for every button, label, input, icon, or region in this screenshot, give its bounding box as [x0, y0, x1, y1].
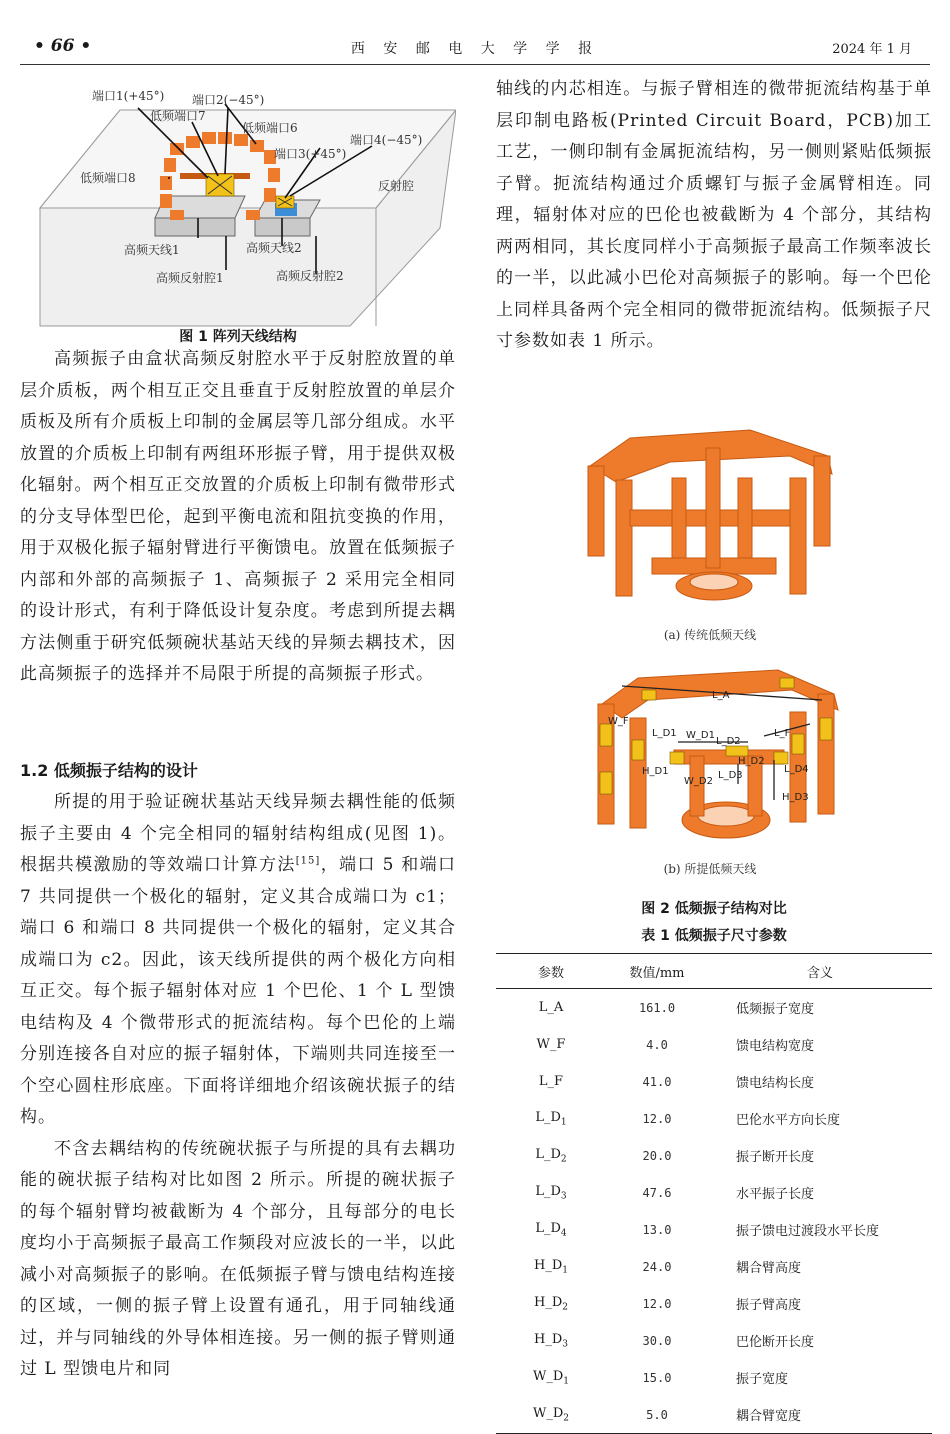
figure-2b-subcaption: (b) 所提低频天线 — [663, 862, 757, 876]
citation-ref[interactable]: [15] — [295, 855, 321, 867]
dim-WD2: W_D2 — [684, 776, 713, 787]
meaning-cell: 振子断开长度 — [736, 1150, 815, 1165]
label-reflector: 反射腔 — [378, 179, 415, 193]
label-lowport7: 低频端口7 — [150, 109, 206, 123]
value-cell: 24.0 — [642, 1259, 672, 1274]
param-cell — [496, 1100, 606, 1137]
dim-LF: L_F — [774, 728, 791, 739]
dim-LD3: L_D3 — [718, 770, 743, 781]
meaning-cell: 振子臂高度 — [736, 1298, 802, 1313]
param-subscript: 1 — [563, 1376, 570, 1387]
figure-2a-traditional-antenna — [560, 418, 860, 618]
figure-2b-illustration — [578, 660, 868, 856]
param-subscript: 2 — [562, 1302, 568, 1313]
figure-2a-illustration — [560, 418, 860, 618]
table-header-row — [496, 954, 932, 989]
meaning-cell: 耦合臂宽度 — [708, 1396, 932, 1434]
table-row — [496, 1137, 932, 1174]
param-subscript: 3 — [560, 1191, 567, 1202]
col-header-value: 数值/mm — [606, 954, 708, 989]
value-cell: 12.0 — [642, 1296, 672, 1311]
dim-HD2: H_D2 — [738, 756, 765, 767]
figure-2-caption: 图 2 低频振子结构对比 — [641, 901, 787, 917]
paragraph: 高频振子由盒状高频反射腔水平于反射腔放置的单层介质板，两个相互正交且垂直于反射腔放置的单层介质板及所有介质板上印制的金属层等几部分组成。水平放置的介质板上印制有两组环形振子臂，用于提供双极化辐射。两个相互正交放置的介质板上印制有微带形式的分支导体型巴伦，起到平衡电流和阻抗变换的作用，用于双极化振子辐射臂进行平衡馈电。放置在低频振子内部和外部的高频振子 1、高频振子 2 采用完全相同的设计形式，有利于降低设计复杂度。考虑到所提去耦方法侧重于研究低频碗状基站天线的异频去耦技术，因此高频振子的选择并不局限于所提的高频振子形式。 — [20, 349, 456, 684]
param-name: H_D — [534, 1294, 563, 1310]
param-subscript: 1 — [562, 1265, 568, 1276]
dim-LD1: L_D1 — [652, 728, 677, 739]
param-cell — [496, 1396, 606, 1434]
label-port3: 端口3(+45°) — [274, 147, 347, 161]
table-body — [496, 989, 932, 1434]
paragraph-continued: 轴线的内芯相连。与振子臂相连的微带扼流结构基于单层印制电路板(Printed Circuit Board，PCB)加工工艺，一侧印制有金属扼流结构，另一侧则紧贴低频振子臂。扼流结构通过介质螺钉与振子金属臂相连。同理，辐射体对应的巴伦也被截断为 4 个部分，其结构两两相同，其长度同样小于高频振子最高工作频率波长的一半，以此减小巴伦对高频振子的影响。每一个巴伦上同样具备两个完全相同的微带扼流结构。低频振子尺寸参数如表 1 所示。 — [496, 79, 932, 351]
label-port4: 端口4(−45°) — [350, 133, 423, 147]
table-row — [496, 989, 932, 1027]
param-cell — [496, 989, 606, 1027]
label-hf-antenna-1: 高频天线1 — [124, 243, 180, 257]
dim-LD2: L_D2 — [716, 736, 741, 747]
left-column-text-2 — [20, 787, 456, 1386]
table-row — [496, 1396, 932, 1434]
value-cell: 47.6 — [642, 1185, 672, 1200]
param-cell — [496, 1137, 606, 1174]
meaning-cell: 馈电结构长度 — [736, 1076, 815, 1091]
label-port1: 端口1(+45°) — [92, 89, 165, 103]
table-row — [496, 1100, 932, 1137]
label-hf-antenna-2: 高频天线2 — [246, 241, 302, 255]
param-name: L_D — [535, 1146, 561, 1162]
param-subscript: 2 — [563, 1413, 570, 1424]
figure-1-caption: 图 1 阵列天线结构 — [179, 329, 297, 345]
col-header-meaning: 含义 — [708, 954, 932, 989]
value-cell: 4.0 — [646, 1037, 668, 1052]
header-rule — [20, 64, 930, 65]
param-cell — [496, 1211, 606, 1248]
param-cell — [496, 1285, 606, 1322]
meaning-cell: 巴伦水平方向长度 — [736, 1113, 841, 1128]
param-name: H_D — [534, 1257, 563, 1273]
param-cell — [496, 1063, 606, 1100]
table-row — [496, 1174, 932, 1211]
param-name: H_D — [534, 1331, 563, 1347]
meaning-cell: 耦合臂高度 — [736, 1261, 802, 1276]
param-name: L_D — [535, 1109, 561, 1125]
dim-WF: W_F — [608, 716, 629, 727]
value-cell: 20.0 — [642, 1148, 672, 1163]
table-1-caption: 表 1 低频振子尺寸参数 — [641, 928, 787, 944]
table-row — [496, 1026, 932, 1063]
col-header-param: 参数 — [496, 954, 606, 989]
figure-2a-subcaption: (a) 传统低频天线 — [663, 628, 757, 642]
running-header — [20, 30, 930, 62]
table-row — [496, 1063, 932, 1100]
section-heading: 1.2 低频振子结构的设计 — [20, 761, 198, 780]
param-name: W_D — [532, 1405, 564, 1421]
para-text: 所提的用于验证碗状基站天线异频去耦性能的低频振子主要由 4 个完全相同的辐射结构组成(见图 1)。根据共模激励的等效端口计算方法 — [20, 792, 456, 875]
dim-LA: L_A — [712, 690, 730, 701]
param-name: L_D — [535, 1220, 561, 1236]
meaning-cell: 巴伦断开长度 — [736, 1335, 815, 1350]
dim-HD1: H_D1 — [642, 766, 669, 777]
para-text: ，端口 5 和端口 7 共同提供一个极化的辐射，定义其合成端口为 c1；端口 6 和端口 8 共同提供一个极化的辐射，定义其合成端口为 c2。因此，该天线所提供的两个极化方向相互正交。每个振子辐射体对应 1 个巴伦、1 个 L 型馈电结构及 4 个微带形式的扼流结构。每个巴伦的上端分别连接各自对应的振子辐射体，下端则共同连接至一个空心圆柱形底座。下面将详细地介绍该碗状振子的结构。 — [20, 855, 457, 1127]
param-cell — [496, 1359, 606, 1396]
table-1 — [496, 953, 932, 1434]
meaning-cell: 振子宽度 — [736, 1372, 789, 1387]
param-cell — [496, 1322, 606, 1359]
value-cell: 5.0 — [606, 1396, 708, 1434]
value-cell: 15.0 — [642, 1370, 672, 1385]
meaning-cell: 振子馈电过渡段水平长度 — [736, 1224, 880, 1239]
label-lowport8: 低频端口8 — [80, 171, 136, 185]
figure-2b-proposed-antenna — [578, 660, 868, 856]
param-subscript: 1 — [560, 1117, 567, 1128]
left-column-text-1 — [20, 344, 456, 691]
figure-1-array-antenna — [20, 78, 456, 328]
journal-name: 西 安 邮 电 大 学 学 报 — [350, 41, 600, 57]
meaning-cell: 馈电结构宽度 — [736, 1039, 815, 1054]
page-number: • 66 • — [34, 36, 92, 56]
param-subscript: 4 — [560, 1228, 567, 1239]
dim-WD1: W_D1 — [686, 730, 715, 741]
param-name: W_D — [532, 1368, 564, 1384]
paragraph-1-2-a — [20, 787, 456, 1134]
table-row — [496, 1322, 932, 1359]
label-lowport6: 低频端口6 — [242, 121, 298, 135]
table-row — [496, 1359, 932, 1396]
param-cell — [496, 1174, 606, 1211]
hf-cavity-1 — [155, 218, 235, 236]
label-hf-cavity-1: 高频反射腔1 — [156, 271, 224, 285]
param-name: L_A — [538, 1000, 564, 1015]
param-name: L_F — [538, 1074, 564, 1089]
value-cell: 12.0 — [642, 1111, 672, 1126]
param-subscript: 3 — [562, 1339, 568, 1350]
table-row — [496, 1211, 932, 1248]
param-name: L_D — [535, 1183, 561, 1199]
meaning-cell: 水平振子长度 — [736, 1187, 815, 1202]
right-column-text — [496, 74, 932, 358]
param-subscript: 2 — [560, 1154, 567, 1165]
dim-HD3: H_D3 — [782, 792, 809, 803]
meaning-cell: 低频振子宽度 — [736, 1002, 815, 1017]
value-cell: 161.0 — [638, 1000, 676, 1015]
paragraph-1-2-b: 不含去耦结构的传统碗状振子与所提的具有去耦功能的碗状振子结构对比如图 2 所示。所提的碗状振子的每个辐射臂均被截断为 4 个部分，且每部分的电长度均小于高频振子最高工作频段对应波长的一半，以此减小对高频振子的影响。在低频振子臂与馈电结构连接的区域，一侧的振子臂上设置有通孔，用于同轴线通过，并与同轴线的外导体相连接。另一侧的振子臂则通过 L 型馈电片和同 — [20, 1138, 456, 1379]
param-cell — [496, 1248, 606, 1285]
value-cell: 13.0 — [642, 1222, 672, 1237]
param-name: W_F — [536, 1037, 566, 1052]
dim-LD4: L_D4 — [784, 764, 809, 775]
value-cell: 41.0 — [642, 1074, 672, 1089]
value-cell: 30.0 — [642, 1333, 672, 1348]
figure-1-illustration — [20, 78, 456, 328]
table-row — [496, 1285, 932, 1322]
issue-date: 2024 年 1 月 — [832, 42, 912, 57]
label-port2: 端口2(−45°) — [192, 93, 265, 107]
param-cell — [496, 1026, 606, 1063]
label-hf-cavity-2: 高频反射腔2 — [276, 269, 344, 283]
table-row — [496, 1248, 932, 1285]
